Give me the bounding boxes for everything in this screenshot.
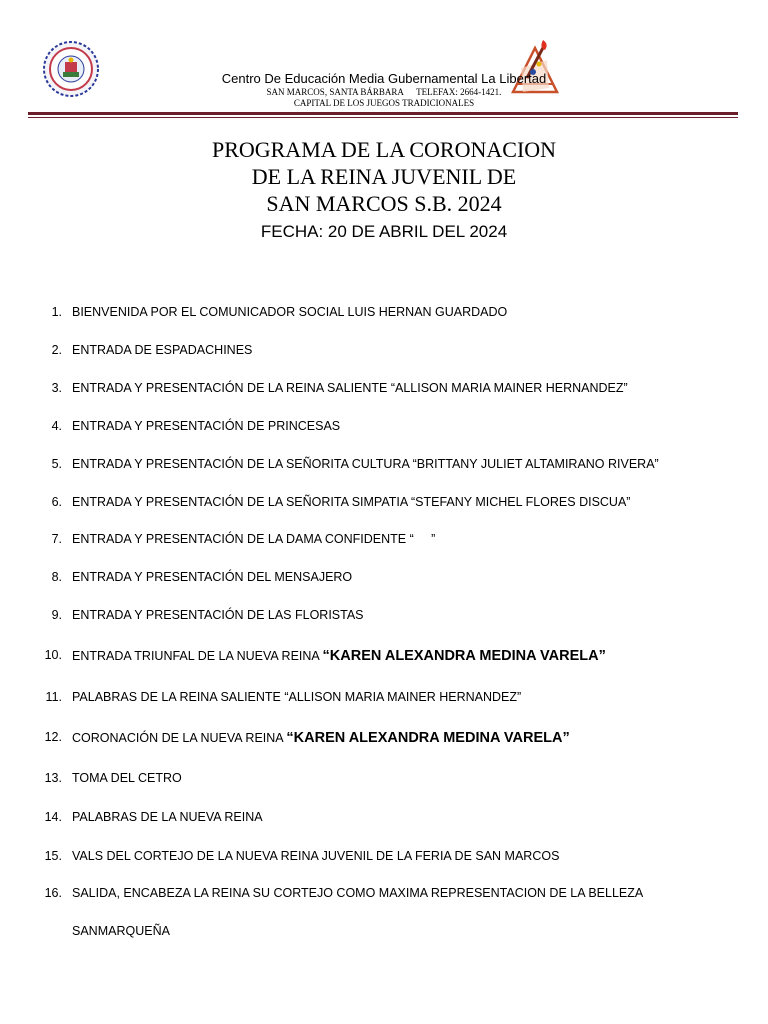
program-item-text	[72, 457, 659, 471]
program-item-number: 16.	[44, 886, 62, 900]
program-item-label: PALABRAS DE LA NUEVA REINA	[72, 810, 263, 824]
program-item-label: ENTRADA DE ESPADACHINES	[72, 343, 253, 357]
program-item-number: 7.	[51, 532, 62, 546]
title-line-1: PROGRAMA DE LA CORONACION	[211, 137, 557, 162]
program-item-label: ENTRADA Y PRESENTACIÓN DE PRINCESAS	[72, 419, 341, 433]
program-item-text	[72, 810, 263, 824]
program-item-number: 15.	[44, 849, 62, 863]
program-item-number: 9.	[51, 608, 62, 622]
program-item-label: ENTRADA Y PRESENTACIÓN DE LA REINA SALIENTE “ALLISON MARIA MAINER HERNANDEZ”	[72, 381, 628, 395]
program-item-label: ENTRADA TRIUNFAL DE LA NUEVA REINA	[72, 649, 323, 663]
program-item-text	[72, 419, 340, 433]
institution-address-line	[0, 87, 768, 97]
program-item-text	[72, 381, 628, 395]
header-divider-thick	[28, 112, 738, 115]
event-date: FECHA: 20 DE ABRIL DEL 2024	[260, 222, 508, 241]
program-item-label: CORONACIÓN DE LA NUEVA REINA	[72, 731, 287, 745]
program-item-text	[72, 305, 507, 319]
program-item-text	[72, 730, 570, 746]
program-item-label: BIENVENIDA POR EL COMUNICADOR SOCIAL LUIS HERNAN GUARDADO	[72, 305, 508, 319]
program-item-label: ENTRADA Y PRESENTACIÓN DE LA SEÑORITA SIMPATIA “STEFANY MICHEL FLORES DISCUA”	[72, 495, 631, 509]
program-item-label: TOMA DEL CETRO	[72, 771, 182, 785]
program-item-text	[72, 886, 643, 900]
program-item-number: 12.	[44, 730, 62, 744]
header-divider	[28, 112, 738, 119]
institution-address: SAN MARCOS, SANTA BÁRBARA	[266, 87, 404, 97]
program-item-number: 5.	[51, 457, 62, 471]
program-item-queen-name: “KAREN ALEXANDRA MEDINA VARELA”	[286, 730, 570, 746]
program-item-text	[72, 771, 182, 785]
institution-phone: TELEFAX: 2664-1421.	[416, 87, 502, 97]
program-item-text	[72, 608, 364, 622]
program-item-number: 14.	[44, 810, 62, 824]
program-item-number: 4.	[51, 419, 62, 433]
program-item-number: 3.	[51, 381, 62, 395]
program-item-text	[72, 648, 606, 664]
program-item-label: PALABRAS DE LA REINA SALIENTE “ALLISON MARIA MAINER HERNANDEZ”	[72, 690, 522, 704]
program-item-text	[72, 532, 435, 546]
program-item-number: 13.	[44, 771, 62, 785]
program-item-text	[72, 690, 521, 704]
program-item-text	[72, 849, 559, 863]
program-item-number: 1.	[51, 305, 62, 319]
institution-motto: CAPITAL DE LOS JUEGOS TRADICIONALES	[293, 98, 475, 108]
program-item-text	[72, 570, 352, 584]
program-item-label: ENTRADA Y PRESENTACIÓN DEL MENSAJERO	[72, 570, 353, 584]
program-item-text	[72, 495, 630, 509]
program-item-number: 6.	[51, 495, 62, 509]
title-line-3: SAN MARCOS S.B. 2024	[266, 191, 502, 216]
document-title	[0, 136, 768, 217]
program-item-number: 2.	[51, 343, 62, 357]
program-item-number: 8.	[51, 570, 62, 584]
program-item-continuation-text: SANMARQUEÑA	[72, 924, 170, 938]
program-item-number: 11.	[45, 690, 62, 704]
title-line-2: DE LA REINA JUVENIL DE	[251, 164, 517, 189]
program-item-label: SALIDA, ENCABEZA LA REINA SU CORTEJO COMO MAXIMA REPRESENTACION DE LA BELLEZA	[72, 886, 644, 900]
program-item-label: ENTRADA Y PRESENTACIÓN DE LA SEÑORITA CULTURA “BRITTANY JULIET ALTAMIRANO RIVERA”	[72, 457, 659, 471]
program-item-label: ENTRADA Y PRESENTACIÓN DE LA DAMA CONFIDENTE “ ”	[72, 532, 436, 546]
institution-name: Centro De Educación Media Gubernamental La Libertad	[221, 71, 547, 86]
program-item-label: ENTRADA Y PRESENTACIÓN DE LAS FLORISTAS	[72, 608, 364, 622]
program-item-number: 10.	[44, 648, 62, 662]
program-item-label: VALS DEL CORTEJO DE LA NUEVA REINA JUVENIL DE LA FERIA DE SAN MARCOS	[72, 849, 560, 863]
program-item-queen-name: “KAREN ALEXANDRA MEDINA VARELA”	[322, 648, 606, 664]
program-item-text	[72, 343, 252, 357]
header-divider-thin	[28, 117, 738, 118]
